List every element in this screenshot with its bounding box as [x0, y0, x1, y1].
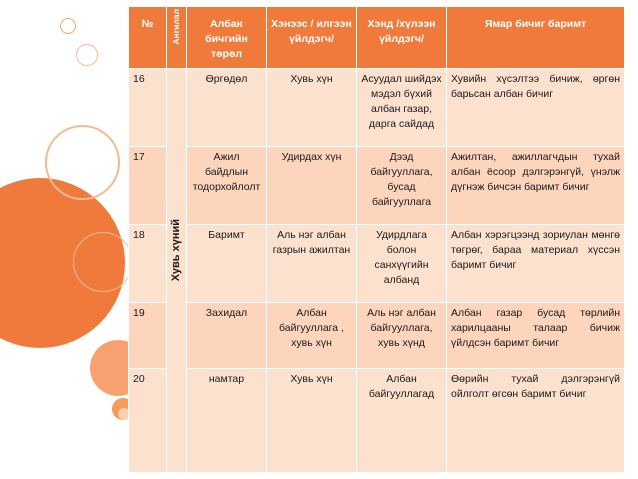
- header-sender: Хэнээс / илгээн үйлдэгч/: [267, 7, 357, 69]
- row-document: Албан хэрэгцээнд зориулан мөнгө төгрөг, бараа материал хүссэн баримт бичиг: [447, 225, 625, 303]
- row-num: 18: [129, 225, 167, 303]
- row-type: Ажил байдлын тодорхойлолт: [187, 147, 267, 225]
- row-type: намтар: [187, 369, 267, 473]
- row-document: Хувийн хүсэлтээ бичиж, өргөн барьсан албан бичиг: [447, 69, 625, 147]
- row-type: Өргөдөл: [187, 69, 267, 147]
- document-types-table: [128, 6, 625, 473]
- row-num: 19: [129, 303, 167, 369]
- row-document: Ажилтан, ажиллагчдын тухай албан ёсоор дэлгэрэнгүй, үнэлж дүгнэж бичсэн баримт бичиг: [447, 147, 625, 225]
- decor-ring-middle: [73, 232, 133, 292]
- row-sender: Албан байгууллага , хувь хүн: [267, 303, 357, 369]
- row-sender: Хувь хүн: [267, 69, 357, 147]
- row-recipient: Албан байгууллагад: [357, 369, 447, 473]
- row-recipient: Удирдлага болон санхүүгийн албанд: [357, 225, 447, 303]
- row-num: 17: [129, 147, 167, 225]
- header-category-label: Ангилал: [171, 9, 181, 45]
- row-document: Албан газар бусад төрлийн харилцааны талаар бичиж үйлдсэн баримт бичиг: [447, 303, 625, 369]
- table-row: [129, 69, 625, 147]
- row-sender: Аль нэг албан газрын ажилтан: [267, 225, 357, 303]
- row-type: Баримт: [187, 225, 267, 303]
- table-row: [129, 147, 625, 225]
- header-recipient: Хэнд /хүлээн үйлдэгч/: [357, 7, 447, 69]
- header-type: Албан бичгийн төрөл: [187, 7, 267, 69]
- decor-ring-large: [45, 125, 120, 200]
- decor-ring-top: [76, 44, 98, 66]
- row-sender: Хувь хүн: [267, 369, 357, 473]
- row-num: 16: [129, 69, 167, 147]
- header-document: Ямар бичиг баримт: [447, 7, 625, 69]
- row-recipient: Дээд байгууллага, бусад байгууллага: [357, 147, 447, 225]
- row-sender: Удирдах хүн: [267, 147, 357, 225]
- row-recipient: Асуудал шийдэх мэдэл бүхий албан газар, дарга сайдад: [357, 69, 447, 147]
- row-recipient: Аль нэг албан байгууллага, хувь хүнд: [357, 303, 447, 369]
- table-header-row: [129, 7, 625, 69]
- row-document: Өөрийн тухай дэлгэрэнгүй ойлголт өгсөн баримт бичиг: [447, 369, 625, 473]
- row-type: Захидал: [187, 303, 267, 369]
- table-row: [129, 303, 625, 369]
- decor-ring-top-small: [60, 18, 76, 34]
- table-row: [129, 369, 625, 473]
- category-cell: [167, 69, 187, 473]
- table-row: [129, 225, 625, 303]
- header-category: [167, 7, 187, 69]
- row-num: 20: [129, 369, 167, 473]
- header-num: №: [129, 7, 167, 69]
- category-label: Хувь хүний: [170, 219, 182, 282]
